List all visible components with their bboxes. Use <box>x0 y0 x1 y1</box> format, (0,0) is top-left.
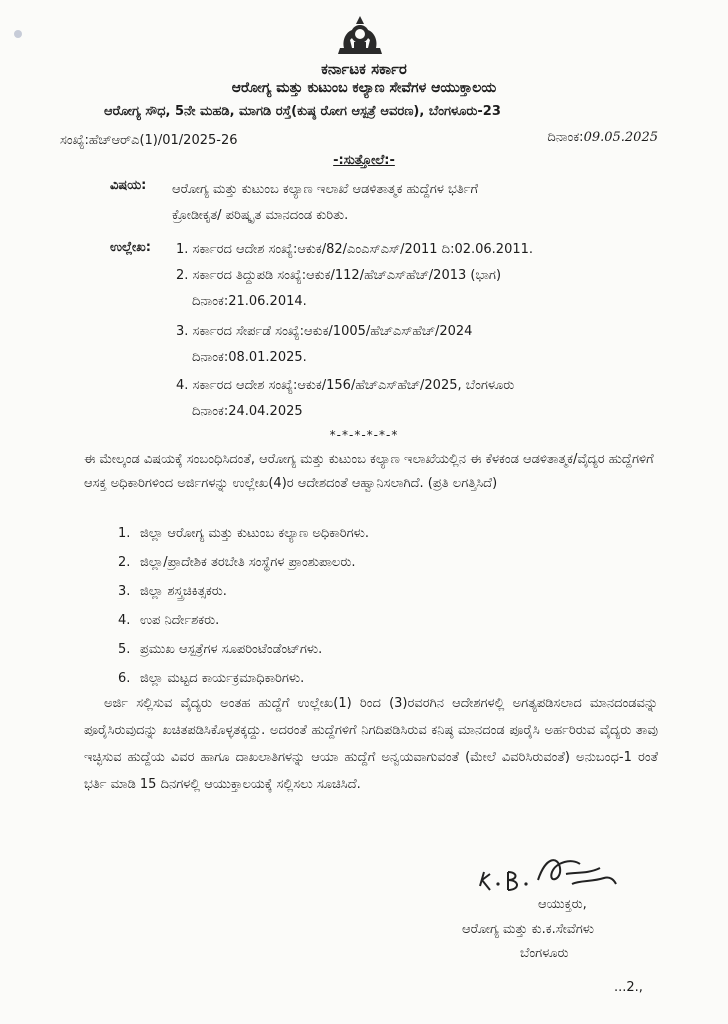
page-continuation: ...2., <box>614 980 643 995</box>
subject-line-2: ಕ್ರೋಡೀಕೃತ/ ಪರಿಷ್ಕೃತ ಮಾನದಂಡ ಕುರಿತು. <box>172 208 349 223</box>
intro-paragraph: ಈ ಮೇಲ್ಕಂಡ ವಿಷಯಕ್ಕೆ ಸಂಬಂಧಿಸಿದಂತೆ, ಆರೋಗ್ಯ ಮತ್ತು ಕುಟುಂಬ ಕಲ್ಯಾಣ ಇಲಾಖೆಯಲ್ಲಿನ ಈ ಕೆಳಕಂಡ ಆಡಳಿತಾತ್ಮಕ/ವೈದ್ಯರ ಹುದ್ದೆಗಳಿಗೆ ಆಸಕ್ತ ಅಧಿಕಾರಿಗಳಿಂದ ಅರ್ಜಿಗಳನ್ನು ಉಲ್ಲೇಖ(4)ರ ಆದೇಶದಂತೆ ಆಹ್ವಾನಿಸಲಾಗಿದೆ. (ಪ್ರತಿ ಲಗತ್ತಿಸಿದೆ) <box>84 452 654 491</box>
list-item-number: 2. <box>118 555 131 570</box>
office-name: ಆರೋಗ್ಯ ಮತ್ತು ಕುಟುಂಬ ಕಲ್ಯಾಣ ಸೇವೆಗಳ ಆಯುಕ್ತಾಲಯ <box>231 80 497 96</box>
list-item-text: ಜಿಲ್ಲಾ/ಪ್ರಾದೇಶಿಕ ತರಬೇತಿ ಸಂಸ್ಥೆಗಳ ಪ್ರಾಂಶುಪಾಲರು. <box>140 555 356 570</box>
list-item-number: 5. <box>118 642 131 657</box>
list-item <box>118 584 618 613</box>
government-name: ಕರ್ನಾಟಕ ಸರ್ಕಾರ <box>321 60 407 78</box>
list-item-number: 4. <box>118 613 131 628</box>
list-item <box>118 526 618 555</box>
separator: *-*-*-*-*-* <box>329 428 399 442</box>
handwritten-signature <box>476 850 626 902</box>
list-item <box>118 613 618 642</box>
list-item-text: ಪ್ರಮುಖ ಆಸ್ಪತ್ರೆಗಳ ಸೂಪರಿಂಟೆಂಡೆಂಟ್‌ಗಳು. <box>140 642 323 657</box>
signatory-office: ಆರೋಗ್ಯ ಮತ್ತು ಕು.ಕ.ಸೇವೆಗಳು <box>462 922 594 937</box>
list-item-number: 1. <box>118 526 131 541</box>
list-item-text: ಜಿಲ್ಲಾ ಆರೋಗ್ಯ ಮತ್ತು ಕುಟುಂಬ ಕಲ್ಯಾಣ ಅಧಿಕಾರಿಗಳು. <box>140 526 369 541</box>
subject-line-1: ಆರೋಗ್ಯ ಮತ್ತು ಕುಟುಂಬ ಕಲ್ಯಾಣ ಇಲಾಖೆ ಆಡಳಿತಾತ್ಮಕ ಹುದ್ದೆಗಳ ಭರ್ತಿಗೆ <box>172 182 479 197</box>
list-item-number: 3. <box>118 584 131 599</box>
signatory-city: ಬೆಂಗಳೂರು <box>520 946 569 961</box>
karnataka-emblem-icon <box>334 14 386 58</box>
references-label: ಉಲ್ಲೇಖ: <box>110 240 151 255</box>
document-date <box>547 130 658 145</box>
office-address: ಆರೋಗ್ಯ ಸೌಧ, 5ನೇ ಮಹಡಿ, ಮಾಗಡಿ ರಸ್ತೆ(ಕುಷ್ಠ ರೋಗ ಆಸ್ಪತ್ರೆ ಆವರಣ), ಬೆಂಗಳೂರು-23 <box>104 104 501 119</box>
list-item <box>118 642 618 671</box>
hole-punch-mark <box>14 30 22 38</box>
subject-label: ವಿಷಯ: <box>110 178 147 193</box>
posts-list <box>118 526 618 700</box>
reference-item: 1. ಸರ್ಕಾರದ ಆದೇಶ ಸಂಖ್ಯೆ:ಆಕುಕ/82/ಎಂಎಸ್‌ಎಸ್/2011 ದಿ:02.06.2011. <box>176 242 534 257</box>
reference-item-date: ದಿನಾಂಕ:21.06.2014. <box>192 294 307 309</box>
list-item <box>118 555 618 584</box>
reference-item-date: ದಿನಾಂಕ:08.01.2025. <box>192 350 307 365</box>
list-item-number: 6. <box>118 671 131 686</box>
reference-number: ಸಂಖ್ಯೆ:ಹೆಚ್‌ಆರ್‌ಎ(1)/01/2025-26 <box>60 133 238 148</box>
reference-item-date: ದಿನಾಂಕ:24.04.2025 <box>192 404 303 419</box>
list-item-text: ಜಿಲ್ಲಾ ಶಸ್ತ್ರಚಿಕಿತ್ಸಕರು. <box>140 584 227 599</box>
date-value: 09.05.2025 <box>583 130 658 145</box>
reference-item: 3. ಸರ್ಕಾರದ ಸೇರ್ಪಡೆ ಸಂಖ್ಯೆ:ಆಕುಕ/1005/ಹೆಚ್‌ಎಸ್‌ಹೆಚ್/2024 <box>176 324 473 339</box>
document-type-title: -:ಸುತ್ತೋಲೆ:- <box>333 153 395 168</box>
list-item-text: ಜಿಲ್ಲಾ ಮಟ್ಟದ ಕಾರ್ಯಕ್ರಮಾಧಿಕಾರಿಗಳು. <box>140 671 305 686</box>
reference-item: 2. ಸರ್ಕಾರದ ತಿದ್ದುಪಡಿ ಸಂಖ್ಯೆ:ಆಕುಕ/112/ಹೆಚ್‌ಎಸ್‌ಹೆಚ್/2013 (ಭಾಗ) <box>176 268 502 283</box>
signatory-designation: ಆಯುಕ್ತರು, <box>538 897 587 912</box>
instructions-paragraph: ಅರ್ಜಿ ಸಲ್ಲಿಸುವ ವೈದ್ಯರು ಅಂತಹ ಹುದ್ದೆಗೆ ಉಲ್ಲೇಖ(1) ರಿಂದ (3)ರವರಗಿನ ಆದೇಶಗಳಲ್ಲಿ ಅಗತ್ಯಪಡಿಸಲಾದ ಮಾನದಂಡವನ್ನು ಪೂರೈಸಿರುವುದನ್ನು ಖಚಿತಪಡಿಸಿಕೊಳ್ಳತಕ್ಕದ್ದು. ಅದರಂತೆ ಹುದ್ದೆಗಳಿಗೆ ನಿಗದಿಪಡಿಸಿರುವ ಕನಿಷ್ಠ ಮಾನದಂಡ ಪೂರೈಸಿ ಅರ್ಹರಿರುವ ವೈದ್ಯರು ತಾವು ಇಚ್ಛಿಸುವ ಹುದ್ದೆಯ ವಿವರ ಹಾಗೂ ದಾಖಲಾತಿಗಳನ್ನು ಆಯಾ ಹುದ್ದೆಗೆ ಅನ್ವಯವಾಗುವಂತೆ (ಮೇಲೆ ವಿವರಿಸಿರುವಂತೆ) ಅನುಬಂಧ-1 ರಂತೆ ಭರ್ತಿ ಮಾಡಿ 15 ದಿನಗಳಲ್ಲಿ ಆಯುಕ್ತಾಲಯಕ್ಕೆ ಸಲ್ಲಿಸಲು ಸೂಚಿಸಿದೆ. <box>84 696 658 792</box>
reference-item: 4. ಸರ್ಕಾರದ ಆದೇಶ ಸಂಖ್ಯೆ:ಆಕುಕ/156/ಹೆಚ್‌ಎಸ್‌ಹೆಚ್/2025, ಬೆಂಗಳೂರು <box>176 378 515 393</box>
list-item-text: ಉಪ ನಿರ್ದೇಶಕರು. <box>140 613 220 628</box>
date-label: ದಿನಾಂಕ: <box>547 130 584 145</box>
